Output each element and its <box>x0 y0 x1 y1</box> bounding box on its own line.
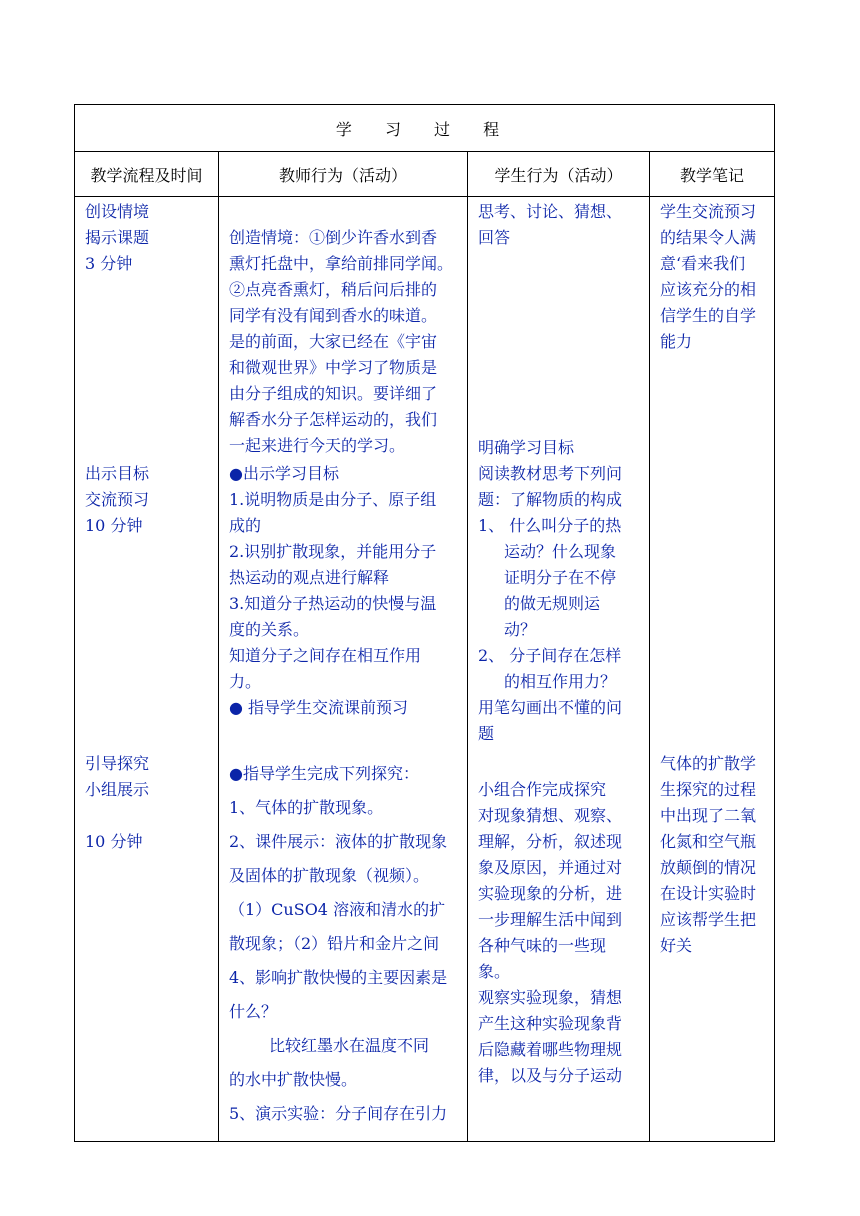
text-line: 熏灯托盘中，拿给前排同学闻。 <box>229 254 454 273</box>
header-teacher-activity: 教师行为（活动） <box>219 152 468 197</box>
text-line: ②点亮香熏灯，稍后问后排的 <box>229 280 438 299</box>
teacher-paragraph-2 <box>229 461 461 721</box>
text-line: 意‘看来我们 <box>660 254 746 273</box>
text-line: 中出现了二氧 <box>660 806 757 825</box>
text-line: 应该充分的相 <box>660 280 757 299</box>
header-flow-time: 教学流程及时间 <box>75 152 219 197</box>
text-line: 实验现象的分析，进 <box>478 884 623 903</box>
text-line: 什么？ <box>229 1002 278 1021</box>
text-line: 5、演示实验：分子间存在引力 <box>229 1104 448 1123</box>
text-line: 小组合作完成探究 <box>478 780 607 799</box>
text-line: 化氮和空气瓶 <box>660 832 757 851</box>
text-line: 同学有没有闻到香水的味道。 <box>229 306 438 325</box>
teacher-paragraph-1 <box>229 225 461 459</box>
text-line: 创造情境：①倒少许香水到香 <box>229 228 438 247</box>
text-line: 思考、讨论、猜想、 <box>478 202 623 221</box>
header-teaching-notes: 教学笔记 <box>650 152 775 197</box>
text-line: 观察实验现象，猜想 <box>478 988 623 1007</box>
text-line: 解香水分子怎样运动的，我们 <box>229 410 438 429</box>
teacher-column <box>219 197 468 1142</box>
notes-column <box>650 197 775 1142</box>
text-line: 阅读教材思考下列问 <box>478 464 623 483</box>
text-line: 在设计实验时 <box>660 884 757 903</box>
text-line: 由分子组成的知识。要详细了 <box>229 384 438 403</box>
text-line: ●指导学生完成下列探究： <box>229 764 419 783</box>
flow-line: 出示目标 <box>85 464 150 483</box>
text-line: 成的 <box>229 516 262 535</box>
text-line: ●出示学习目标 <box>229 464 339 483</box>
flow-line: 交流预习 <box>85 490 150 509</box>
text-line: 气体的扩散学 <box>660 754 757 773</box>
header-student-activity: 学生行为（活动） <box>468 152 650 197</box>
text-line: 动？ <box>504 620 537 639</box>
text-line: 知道分子之间存在相互作用 <box>229 646 422 665</box>
text-line: 力。 <box>229 672 262 691</box>
text-line: ● 指导学生交流课前预习 <box>229 698 409 717</box>
text-line: 应该帮学生把 <box>660 910 757 929</box>
text-line: 散现象；（2）铅片和金片之间 <box>229 934 440 953</box>
text-line: （1）CuSO4 溶液和清水的扩 <box>229 900 446 919</box>
text-line: 度的关系。 <box>229 620 310 639</box>
flow-line: 创设情境 <box>85 202 150 221</box>
flow-line: 10 分钟 <box>85 832 143 851</box>
text-line: 后隐藏着哪些物理规 <box>478 1040 623 1059</box>
text-line: 用笔勾画出不懂的问 <box>478 698 623 717</box>
text-line: 1、 什么叫分子的热 <box>478 516 622 535</box>
flow-column <box>75 197 219 1142</box>
flow-stage-1 <box>85 199 212 277</box>
text-line: 4、影响扩散快慢的主要因素是 <box>229 968 448 987</box>
text-line: 1.说明物质是由分子、原子组 <box>229 490 437 509</box>
text-line: 对现象猜想、观察、 <box>478 806 623 825</box>
text-line: 回答 <box>478 228 511 247</box>
text-line: 题：了解物质的构成 <box>478 490 623 509</box>
flow-stage-3 <box>85 751 212 855</box>
text-line: 的做无规则运 <box>504 594 601 613</box>
text-line: 能力 <box>660 332 693 351</box>
text-line: 题 <box>478 724 495 743</box>
notes-paragraph-1 <box>660 199 768 355</box>
text-line: 好关 <box>660 936 693 955</box>
student-paragraph-2 <box>478 435 643 747</box>
learning-process-table <box>74 104 775 1142</box>
text-line: 理解，分析，叙述现 <box>478 832 623 851</box>
text-line: 运动？什么现象 <box>504 542 617 561</box>
text-line: 1、气体的扩散现象。 <box>229 798 384 817</box>
flow-line: 引导探究 <box>85 754 150 773</box>
text-line: 明确学习目标 <box>478 438 575 457</box>
text-line: 比较红墨水在温度不同 <box>269 1036 430 1055</box>
text-line: 象及原因，并通过对 <box>478 858 623 877</box>
student-paragraph-1 <box>478 199 643 251</box>
text-line: 的结果令人满 <box>660 228 757 247</box>
flow-line: 揭示课题 <box>85 228 150 247</box>
text-line: 2.识别扩散现象，并能用分子 <box>229 542 437 561</box>
text-line: 一步理解生活中闻到 <box>478 910 623 929</box>
flow-line: 小组展示 <box>85 780 150 799</box>
table-title: 学 习 过 程 <box>75 105 775 152</box>
text-line: 和微观世界》中学习了物质是 <box>229 358 438 377</box>
text-line: 放颠倒的情况 <box>660 858 757 877</box>
text-line: 一起来进行今天的学习。 <box>229 436 406 455</box>
text-line: 象。 <box>478 962 511 981</box>
text-line: 2、课件展示：液体的扩散现象 <box>229 832 448 851</box>
student-column <box>468 197 650 1142</box>
text-line: 信学生的自学 <box>660 306 757 325</box>
text-line: 各种气味的一些现 <box>478 936 607 955</box>
text-line: 及固体的扩散现象（视频）。 <box>229 866 430 885</box>
text-line: 3.知道分子热运动的快慢与温 <box>229 594 437 613</box>
flow-stage-2 <box>85 461 212 539</box>
text-line: 是的前面，大家已经在《宇宙 <box>229 332 438 351</box>
notes-paragraph-2 <box>660 751 768 959</box>
text-line: 热运动的观点进行解释 <box>229 568 390 587</box>
text-line: 生探究的过程 <box>660 780 757 799</box>
text-line: 学生交流预习 <box>660 202 757 221</box>
student-paragraph-3 <box>478 777 643 1089</box>
text-line: 的水中扩散快慢。 <box>229 1070 358 1089</box>
text-line: 产生这种实验现象背 <box>478 1014 623 1033</box>
flow-line: 3 分钟 <box>85 254 133 273</box>
flow-line: 10 分钟 <box>85 516 143 535</box>
text-line: 的相互作用力？ <box>504 672 617 691</box>
teacher-paragraph-3 <box>229 757 461 1131</box>
text-line: 证明分子在不停 <box>504 568 617 587</box>
text-line: 2、 分子间存在怎样 <box>478 646 622 665</box>
text-line: 律，以及与分子运动 <box>478 1066 623 1085</box>
